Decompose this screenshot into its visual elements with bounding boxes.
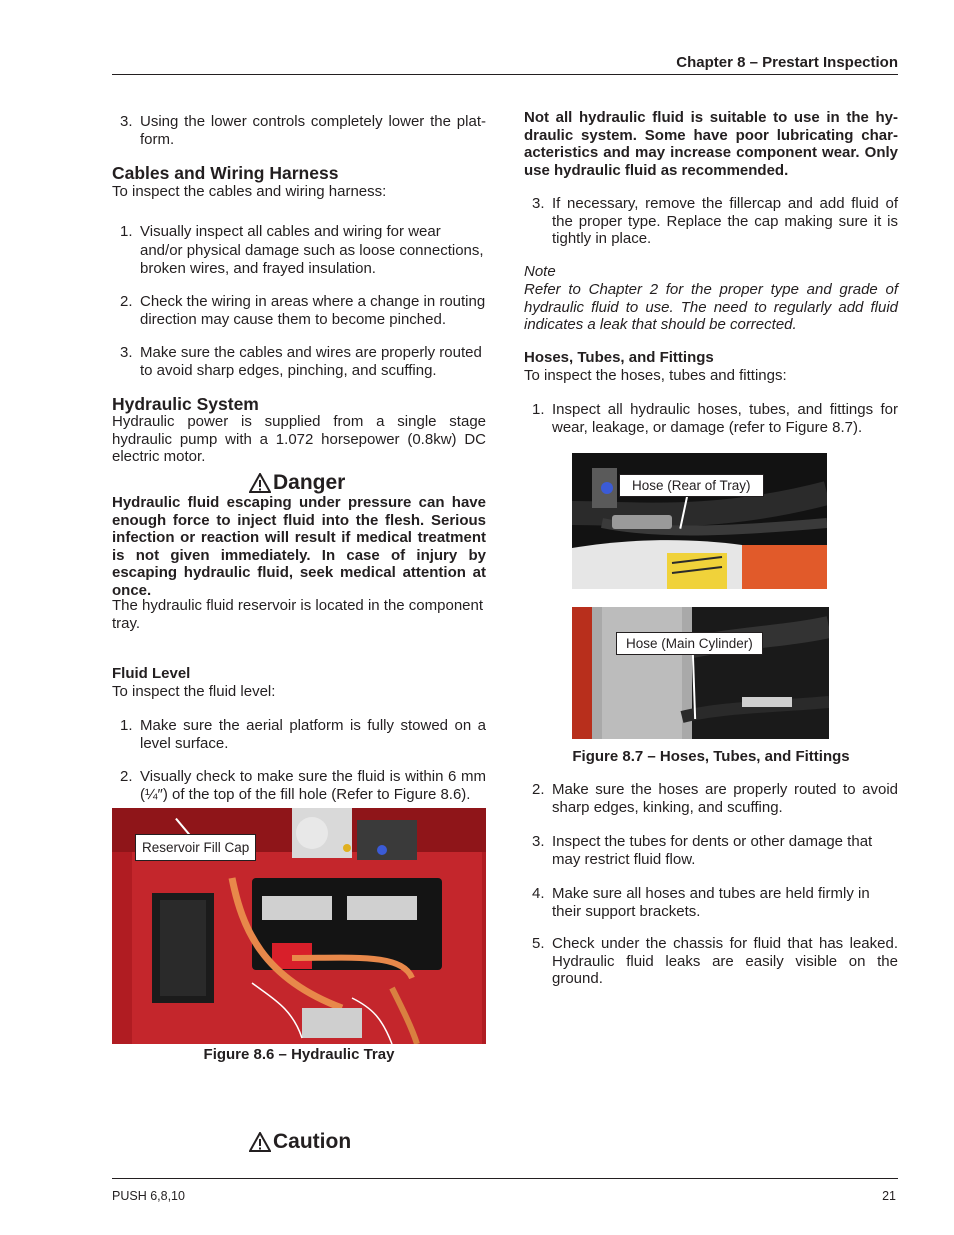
list-item: 5. Check under the chassis for fluid that has leaked. Hydraulic fluid leaks are easily visible on the ground.: [532, 935, 898, 987]
subheading-hoses: Hoses, Tubes, and Fittings: [524, 349, 714, 366]
list-item: 3. Using the lower controls completely lower the plat-form.: [120, 113, 486, 148]
section-heading-hydraulic: Hydraulic System: [112, 394, 259, 414]
hoses-intro: To inspect the hoses, tubes and fittings:: [524, 367, 787, 384]
list-item: 2. Check the wiring in areas where a change in routing direction may cause them to become pinched.: [120, 293, 486, 328]
hose-main-callout: Hose (Main Cylinder): [616, 632, 763, 655]
list-item: 3. If necessary, remove the fillercap and add fluid of the proper type. Replace the cap making sure it is tightly in place.: [532, 195, 898, 247]
warning-triangle-icon: [249, 1132, 271, 1152]
cables-intro: To inspect the cables and wiring harness:: [112, 183, 387, 200]
list-item: 4. Make sure all hoses and tubes are held firmly in their support brackets.: [532, 885, 870, 920]
figure-8-6-caption: Figure 8.6 – Hydraulic Tray: [203, 1046, 395, 1063]
reservoir-text: The hydraulic fluid reservoir is located in the component tray.: [112, 597, 484, 632]
list-item: 1. Inspect all hydraulic hoses, tubes, and fittings for wear, leakage, or damage (refer to Figure 8.7).: [532, 401, 898, 436]
footer-model: PUSH 6,8,10: [112, 1189, 185, 1203]
footer-rule: [112, 1178, 898, 1179]
header-rule: [112, 74, 898, 75]
list-item: 2. Make sure the hoses are properly routed to avoid sharp edges, kinking, and scuffing.: [532, 781, 898, 816]
reservoir-fill-cap-callout: Reservoir Fill Cap: [135, 834, 256, 861]
caution-heading: Caution: [249, 1130, 351, 1154]
list-item: 2. Visually check to make sure the fluid is within 6 mm (¼″) of the top of the fill hole (Refer to Figure 8.6).: [120, 768, 486, 803]
hose-rear-of-tray-photo: [572, 453, 827, 589]
hydraulic-tray-photo: [112, 808, 486, 1044]
hose-main-illustration: [572, 607, 829, 739]
hydraulic-text: Hydraulic power is supplied from a single stage hydraulic pump with a 1.072 horsepower (0.8kw) DC electric motor.: [112, 413, 486, 465]
warning-triangle-icon: [249, 473, 271, 493]
figure-8-7-caption: Figure 8.7 – Hoses, Tubes, and Fittings: [572, 748, 850, 765]
note-label: Note: [524, 263, 556, 280]
note-text: Refer to Chapter 2 for the proper type and grade of hydraulic fluid to use. The need to regularly add fluid indicates a leak that should be corrected.: [524, 281, 898, 333]
subheading-fluid-level: Fluid Level: [112, 665, 191, 682]
list-item: 3. Inspect the tubes for dents or other damage that may restrict fluid flow.: [532, 833, 873, 868]
hose-main-cylinder-photo: [572, 607, 829, 739]
section-heading-cables: Cables and Wiring Harness: [112, 163, 339, 183]
danger-text: Hydraulic fluid escaping under pressure can have enough force to inject fluid into the flesh. Serious infection or reaction will result if medical treatment is not given immediately. In case of injury by escaping hydraulic fluid, seek medical attention at once.: [112, 494, 486, 599]
list-item: 1. Make sure the aerial platform is fully stowed on a level surface.: [120, 717, 486, 752]
caution-text: Not all hydraulic fluid is suitable to use in the hy-draulic system. Some have poor lubricating char-acteristics and may increase component wear. Only use hydraulic fluid as recommended.: [524, 109, 898, 179]
hose-rear-callout: Hose (Rear of Tray): [619, 474, 764, 497]
danger-heading: Danger: [249, 471, 345, 495]
chapter-title: Chapter 8 – Prestart Inspection: [676, 54, 898, 71]
fluid-level-intro: To inspect the fluid level:: [112, 683, 276, 700]
list-item: 3. Make sure the cables and wires are properly routed to avoid sharp edges, pinching, and scuffing.: [120, 344, 482, 379]
list-item: 1. Visually inspect all cables and wiring for wear and/or physical damage such as loose connections, broken wires, and frayed insulation.: [120, 223, 484, 277]
page-number: 21: [882, 1189, 896, 1203]
